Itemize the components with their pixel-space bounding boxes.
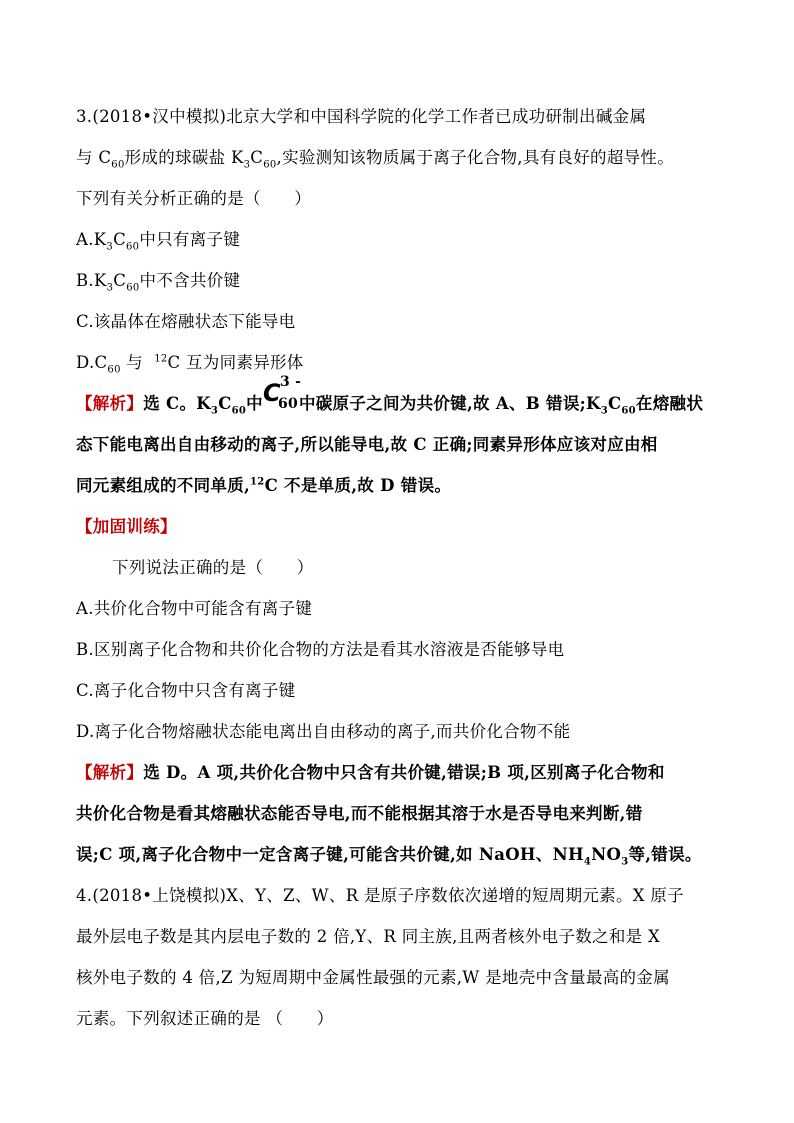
q3-analysis-line-2: 态下能电离出自由移动的离子,所以能导电,故 C 正确;同素异形体应该对应由相: [76, 435, 658, 454]
practice-option-a: A.共价化合物中可能含有离子键: [76, 599, 313, 618]
q4-stem-line-3: 核外电子数的 4 倍,Z 为短周期中金属性最强的元素,W 是地壳中含量最高的金属: [76, 968, 670, 987]
q3-analysis-line-3: 同元素组成的不同单质,$^{12}$C 不是单质,故 D 错误。: [76, 476, 452, 495]
q4-stem-line-4: 元素。下列叙述正确的是 （ ）: [76, 1009, 334, 1028]
practice-analysis-line-2: 共价化合物是看其熔融状态能否导电,而不能根据其溶于水是否导电来判断,错: [76, 804, 643, 823]
q3-analysis-line-1: 【解析】选 C。$K_3C_{60}$中 C 3 - 60 中碳原子之间为共价键,故 A、B 错误$;K_3C_{60}$在熔融状: [76, 374, 704, 417]
practice-analysis-line-3: 误;C 项,离子化合物中一定含离子键,可能含共价键,如 NaOH、$NH_4NO_3$等,错误。: [76, 845, 702, 868]
practice-option-b: B.区别离子化合物和共价化合物的方法是看其水溶液是否能够导电: [76, 640, 565, 659]
q3-stem-line-2: 与 $C_{60}$形成的球碳盐 $K_3C_{60}$,实验测知该物质属于离子化合物,具有良好的超导性。: [76, 148, 675, 171]
q3-option-b: $B.K_3C_{60}$中不含共价键: [76, 271, 241, 294]
practice-heading: 【加固训练】: [76, 517, 177, 536]
analysis-tag: 【解析】: [76, 394, 144, 413]
q3-stem-line-1: 3.(2018•汉中模拟)北京大学和中国科学院的化学工作者已成功研制出碱金属: [76, 107, 647, 126]
practice-analysis-line-1: 【解析】选 D。A 项,共价化合物中只含有共价键,错误;B 项,区别离子化合物和: [76, 763, 665, 782]
q3-stem-line-3: 下列有关分析正确的是（ ）: [76, 189, 312, 208]
q3-option-d: $D.C_{60}$ 与 $^{12}$C 互为同素异形体: [76, 353, 304, 376]
document-page: [76, 96, 726, 1039]
analysis-tag: 【解析】: [76, 763, 144, 782]
practice-option-d: D.离子化合物熔融状态能电离出自由移动的离子,而共价化合物不能: [76, 722, 571, 741]
c60-ion-formula: C 3 - 60: [262, 374, 302, 412]
practice-stem: 下列说法正确的是（ ）: [112, 558, 314, 577]
q4-stem-line-2: 最外层电子数是其内层电子数的 2 倍,Y、R 同主族,且两者核外电子数之和是 X: [76, 927, 661, 946]
practice-option-c: C.离子化合物中只含有离子键: [76, 681, 296, 700]
q4-stem-line-1: 4.(2018•上饶模拟)X、Y、Z、W、R 是原子序数依次递增的短周期元素。X 原子: [76, 886, 684, 905]
q3-option-a: $A.K_3C_{60}$中只有离子键: [76, 230, 241, 253]
q3-option-c: C.该晶体在熔融状态下能导电: [76, 312, 296, 331]
